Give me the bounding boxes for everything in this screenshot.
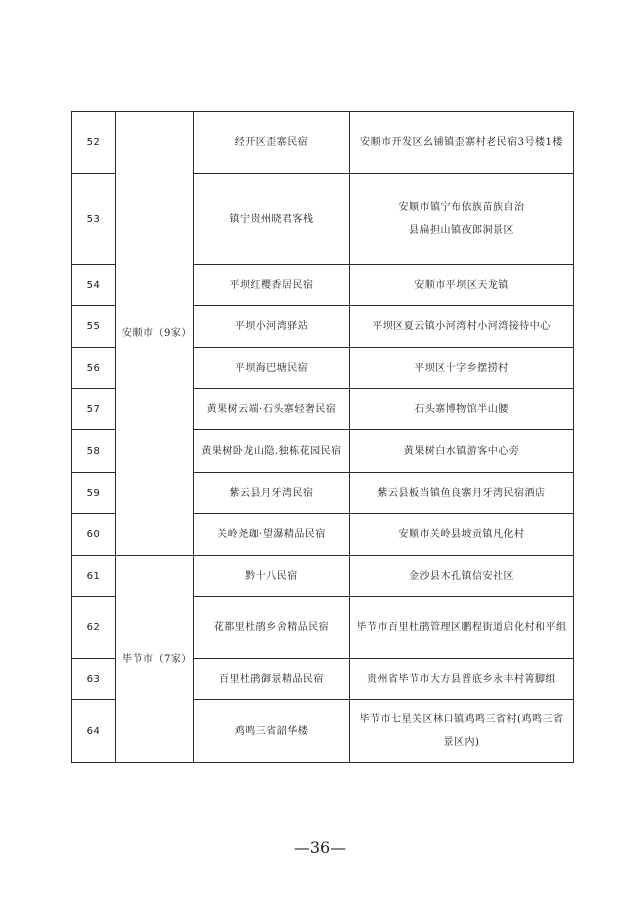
homestay-name: 平坝红樱香居民宿 — [194, 265, 350, 306]
homestay-name: 平坝小河湾驿站 — [194, 306, 350, 348]
row-number: 63 — [72, 659, 116, 700]
row-number: 53 — [72, 174, 116, 265]
row-number: 60 — [72, 514, 116, 556]
homestay-name: 百里杜鹃御景精品民宿 — [194, 659, 350, 700]
row-number: 56 — [72, 348, 116, 389]
row-number: 54 — [72, 265, 116, 306]
row-number: 61 — [72, 556, 116, 597]
homestay-name: 经开区歪寨民宿 — [194, 112, 350, 174]
homestay-name: 紫云县月牙湾民宿 — [194, 473, 350, 514]
homestay-table — [71, 111, 574, 763]
homestay-address: 金沙县木孔镇信安社区 — [350, 556, 574, 597]
homestay-address: 石头寨博物馆半山腰 — [350, 389, 574, 430]
city-cell-bijie: 毕节市（7家） — [116, 556, 194, 763]
table-row — [72, 112, 574, 174]
homestay-name: 花都里杜鹃乡舍精品民宿 — [194, 597, 350, 659]
homestay-address: 毕节市七星关区林口镇鸡鸣三省村(鸡鸣三省景区内) — [350, 700, 574, 763]
homestay-name: 关岭尧珈·望瀑精品民宿 — [194, 514, 350, 556]
homestay-name: 黔十八民宿 — [194, 556, 350, 597]
homestay-name: 平坝海巴塘民宿 — [194, 348, 350, 389]
homestay-address: 安顺市关岭县坡贡镇凡化村 — [350, 514, 574, 556]
row-number: 57 — [72, 389, 116, 430]
row-number: 58 — [72, 430, 116, 473]
homestay-address: 贵州省毕节市大方县普底乡永丰村箐脚组 — [350, 659, 574, 700]
homestay-address: 安顺市平坝区天龙镇 — [350, 265, 574, 306]
homestay-address: 安顺市镇宁布依族苗族自治县扁担山镇夜郎洞景区 — [350, 174, 574, 265]
homestay-name: 鸡鸣三省韶华楼 — [194, 700, 350, 763]
homestay-address: 黄果树白水镇游客中心旁 — [350, 430, 574, 473]
homestay-address: 紫云县板当镇鱼良寨月牙湾民宿酒店 — [350, 473, 574, 514]
homestay-address: 平坝区十字乡摆捞村 — [350, 348, 574, 389]
row-number: 59 — [72, 473, 116, 514]
homestay-address: 安顺市开发区幺铺镇歪寨村老民宿3号楼1楼 — [350, 112, 574, 174]
page-number: —36— — [293, 838, 347, 857]
row-number: 52 — [72, 112, 116, 174]
table-row — [72, 556, 574, 597]
homestay-name: 黄果树云端·石头寨轻奢民宿 — [194, 389, 350, 430]
row-number: 55 — [72, 306, 116, 348]
city-cell-anshun: 安顺市（9家） — [116, 112, 194, 556]
homestay-name: 镇宁贵州晓君客栈 — [194, 174, 350, 265]
homestay-address: 平坝区夏云镇小河湾村小河湾接待中心 — [350, 306, 574, 348]
homestay-name: 黄果树卧龙山隐.独栋花园民宿 — [194, 430, 350, 473]
row-number: 64 — [72, 700, 116, 763]
row-number: 62 — [72, 597, 116, 659]
homestay-address: 毕节市百里杜鹃管理区鹏程街道启化村和平组 — [350, 597, 574, 659]
